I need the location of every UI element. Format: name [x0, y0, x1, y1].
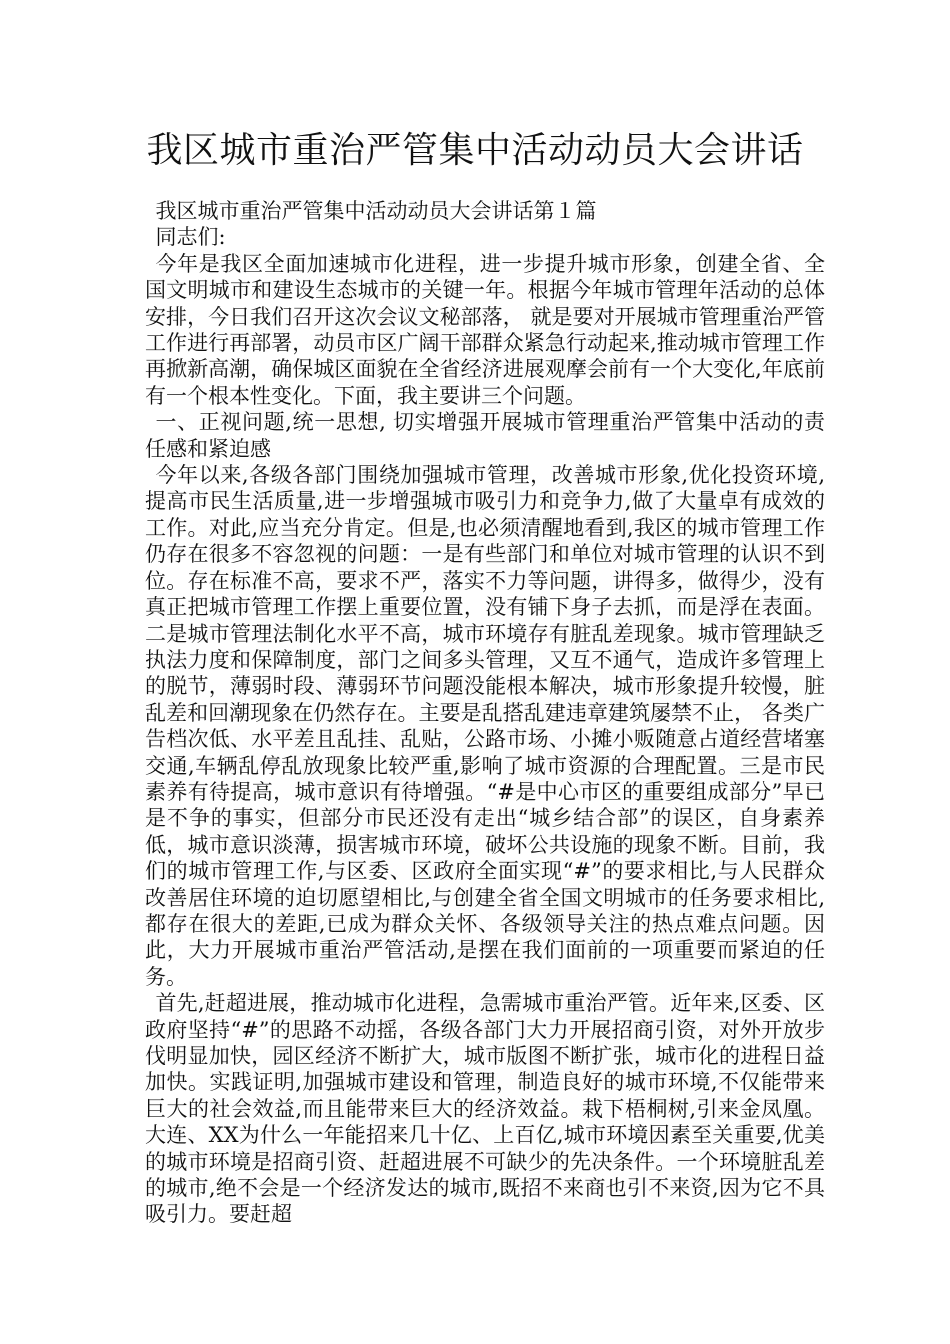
- body-paragraph: 首先,赶超进展，推动城市化进程，急需城市重治严管。近年来,区委、区政府坚持“#”的思路不动摇，各级各部门大力开展招商引资，对外开放步伐明显加快，园区经济不断扩大，城市版图不断扩张，城市化的进程日益加快。实践证明,加强城市建设和管理，制造良好的城市环境,不仅能带来巨大的社会效益,而且能带来巨大的经济效益。栽下梧桐树,引来金凤凰。大连、XX为什么一年能招来几十亿、上百亿,城市环境因素至关重要,优美的城市环境是招商引资、赶超进展不可缺少的先决条件。一个环境脏乱差的城市,绝不会是一个经济发达的城市,既招不来商也引不来资,因为它不具吸引力。要赶超: [145, 991, 825, 1227]
- document-body: [145, 198, 825, 1228]
- body-paragraph: 今年是我区全面加速城市化进程，进一步提升城市形象，创建全省、全国文明城市和建设生态城市的关键一年。根据今年城市管理年活动的总体安排，今日我们召开这次会议文秘部落， 就是要对开展城市管理重治严管工作进行再部署，动员市区广阔干部群众紧急行动起来,推动城市管理工作再掀新高潮，确保城区面貌在全省经济进展观摩会前有一个大变化,年底前有一个根本性变化。下面，我主要讲三个问题。: [145, 251, 825, 408]
- salutation-paragraph: 同志们:: [155, 225, 226, 250]
- body-paragraph: 今年以来,各级各部门围绕加强城市管理，改善城市形象,优化投资环境,提高市民生活质量,进一步增强城市吸引力和竞争力,做了大量卓有成效的工作。对此,应当充分肯定。但是,也必须清醒地看到,我区的城市管理工作仍存在很多不容忽视的问题：一是有些部门和单位对城市管理的认识不到位。存在标准不高，要求不严，落实不力等问题，讲得多，做得少，没有真正把城市管理工作摆上重要位置，没有铺下身子去抓，而是浮在表面。二是城市管理法制化水平不高，城市环境存有脏乱差现象。城市管理缺乏执法力度和保障制度，部门之间多头管理，又互不通气，造成许多管理上的脱节，薄弱时段、薄弱环节问题没能根本解决，城市形象提升较慢，脏乱差和回潮现象在仍然存在。主要是乱搭乱建违章建筑屡禁不止， 各类广告档次低、水平差且乱挂、乱贴，公路市场、小摊小贩随意占道经营堵塞交通,车辆乱停乱放现象比较严重,影响了城市资源的合理配置。三是市民素养有待提高，城市意识有待增强。“#是中心市区的重要组成部分”早已是不争的事实，但部分市民还没有走出“城乡结合部”的误区，自身素养低，城市意识淡薄，损害城市环境，破坏公共设施的现象不断。目前，我们的城市管理工作,与区委、区政府全面实现“#”的要求相比,与人民群众改善居住环境的迫切愿望相比,与创建全省全国文明城市的任务要求相比,都存在很大的差距,已成为群众关怀、各级领导关注的热点难点问题。因此，大力开展城市重治严管活动,是摆在我们面前的一项重要而紧迫的任务。: [145, 463, 825, 989]
- document-title: 我区城市重治严管集中活动动员大会讲话: [146, 130, 804, 171]
- section-heading: 一、正视问题,统一思想, 切实增强开展城市管理重治严管集中活动的责任感和紧迫感: [145, 410, 825, 461]
- subtitle-paragraph: 我区城市重治严管集中活动动员大会讲话第１篇: [155, 199, 597, 223]
